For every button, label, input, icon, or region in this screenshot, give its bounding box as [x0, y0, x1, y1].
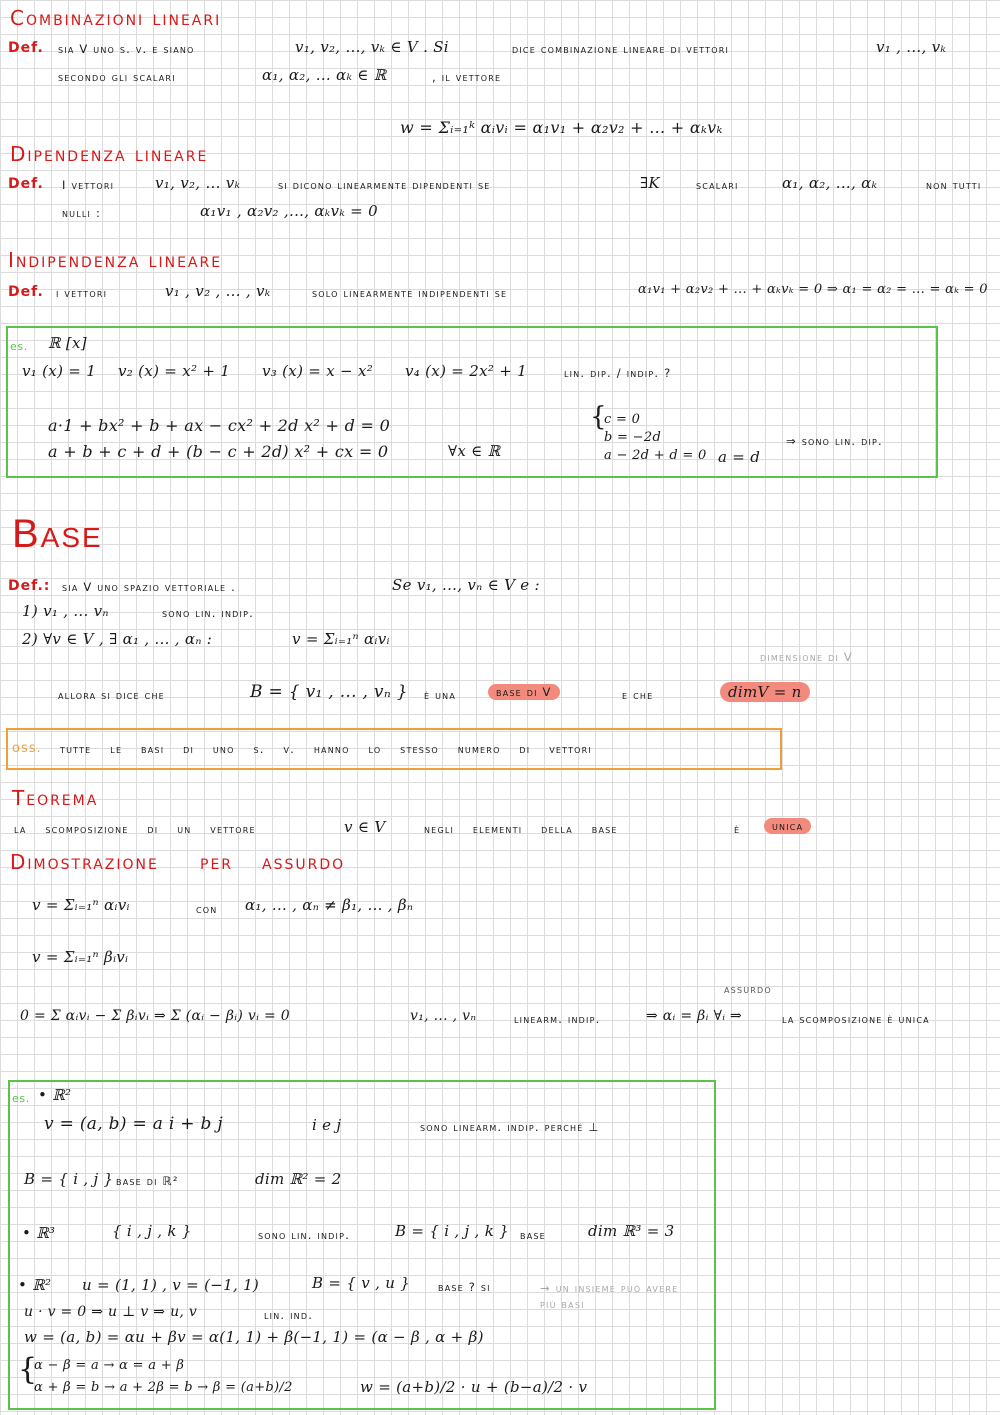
comb-line2: secondo gli scalari: [58, 70, 176, 84]
es2-ij-text: sono linearm. indip. perché ⊥: [420, 1120, 600, 1134]
indip-formula: α₁v₁ + α₂v₂ + ... + αₖvₖ = 0 ⇒ α₁ = α₂ = ... = αₖ = 0: [638, 282, 988, 297]
teo-text-2: negli elementi della base: [424, 822, 618, 836]
dimo-per: per: [200, 850, 234, 874]
es2-r2: • ℝ²: [38, 1086, 72, 1104]
base-set: B = { v₁ , ... , vₙ }: [250, 682, 408, 702]
comb-vectors-2: v₁ , ..., vₖ: [876, 38, 947, 56]
es1-sys-1: c = 0: [604, 412, 641, 427]
base-cond-2: 2) ∀v ∈ V , ∃ α₁ , ... , αₙ :: [22, 630, 213, 648]
dimo-line-1-math: α₁, ... , αₙ ≠ β₁, ... , βₙ: [245, 896, 414, 914]
es1-sys-3: a − 2d + d = 0: [604, 448, 707, 463]
base-e-una: è una: [424, 688, 457, 702]
es1-conclusion: ⇒ sono lin. dip.: [786, 434, 883, 448]
dimo-line-3-text: linearm. indip.: [514, 1012, 601, 1026]
unica-highlight: unica: [764, 818, 811, 834]
base-dim-note: dimensione di V: [760, 650, 853, 664]
es2-ijk: { i , j , k }: [112, 1222, 192, 1240]
dip-text: I vettori: [62, 178, 115, 192]
section-title-indipendenza: Indipendenza lineare: [8, 248, 223, 272]
teo-text: la scomposizione di un vettore: [14, 822, 256, 836]
es1-question: lin. dip. / indip. ?: [564, 366, 672, 380]
comb-formula: w = Σᵢ₌₁ᵏ αᵢvᵢ = α₁v₁ + α₂v₂ + ... + αₖvₖ: [400, 118, 723, 137]
base-cond-1: 1) v₁ , ... vₙ: [22, 602, 109, 620]
base-intro: sia V uno spazio vettoriale .: [62, 580, 237, 594]
teo-e: è: [734, 822, 741, 836]
es2-b1: B = { i , j }: [24, 1170, 114, 1188]
indip-text: i vettori: [56, 286, 108, 300]
es2-uv: u = (1, 1) , v = (−1, 1): [82, 1276, 260, 1294]
es2-r2b: • ℝ²: [18, 1276, 52, 1294]
dimo-assurdo: assurdo: [262, 850, 346, 874]
es2-dim3: dim ℝ³ = 3: [588, 1222, 675, 1240]
es2-sys-2: α + β = b → a + 2β = b → β = (a+b)/2: [34, 1380, 293, 1395]
def-label: Def.: [8, 176, 44, 192]
es1-v3: v₃ (x) = x − x²: [262, 362, 374, 380]
es2-w: w = (a, b) = αu + βv = α(1, 1) + β(−1, 1) = (α − β , α + β): [24, 1328, 484, 1346]
def-label: Def.: [8, 284, 44, 300]
dip-combination: α₁v₁ , α₂v₂ ,..., αₖvₖ = 0: [200, 202, 378, 220]
es1-solution: a = d: [718, 448, 761, 466]
dimo-line-2: v = Σᵢ₌₁ⁿ βᵢvᵢ: [32, 948, 129, 966]
def-label: Def.:: [8, 578, 51, 594]
teo-vector: v ∈ V: [344, 818, 386, 836]
dimo-line-3-text-2: la scomposizione è unica: [782, 1012, 930, 1026]
es1-v1: v₁ (x) = 1: [22, 362, 97, 380]
es2-w-final: w = (a+b)/2 · u + (b−a)/2 · v: [360, 1378, 588, 1396]
es2-base-q: base ? si: [438, 1280, 491, 1294]
dimo-line-3: 0 = Σ αᵢvᵢ − Σ βᵢvᵢ ⇒ Σ (αᵢ − βᵢ) vᵢ = 0: [20, 1008, 290, 1024]
dimo-line-3-concl: ⇒ αᵢ = βᵢ ∀ᵢ ⇒: [646, 1008, 743, 1024]
dim-highlight: dimV = n: [720, 682, 810, 702]
comb-def-text: sia V uno s. v. e siano: [58, 42, 195, 56]
es1-space: ℝ [x]: [48, 334, 87, 352]
dip-text-3: scalari: [696, 178, 739, 192]
es2-ij: i e j: [312, 1116, 342, 1134]
dimo-assurdo-note: assurdo: [724, 982, 772, 996]
comb-vectors: v₁, v₂, ..., vₖ ∈ V . Si: [295, 38, 449, 56]
section-title-teorema: Teorema: [12, 786, 99, 810]
comb-def-tail: dice combinazione lineare di vettori: [512, 42, 730, 56]
dimo-con: con: [196, 902, 218, 916]
es2-dim2: dim ℝ² = 2: [255, 1170, 342, 1188]
section-title-dipendenza: Dipendenza lineare: [10, 142, 209, 166]
es1-brace: {: [590, 402, 607, 432]
dip-line2: nulli :: [62, 206, 102, 220]
es1-eq1: a·1 + bx² + b + ax − cx² + 2d x² + d = 0: [48, 416, 391, 435]
es2-gray-note: → un insieme può avere più basi: [540, 1281, 679, 1311]
es2-ijk-text: sono lin. indip.: [258, 1228, 350, 1242]
base-highlight: base di V: [488, 684, 560, 700]
section-title-base: Base: [12, 512, 103, 556]
es2-dot: u · v = 0 ⇒ u ⊥ v ⇒ u, v: [24, 1304, 198, 1320]
es1-v2: v₂ (x) = x² + 1: [118, 362, 231, 380]
base-intro-math: Se v₁, ..., vₙ ∈ V e :: [392, 576, 540, 594]
section-title-combinazioni: Combinazioni lineari: [10, 6, 222, 30]
dip-text-2: si dicono linearmente dipendenti se: [278, 178, 491, 192]
es1-eq2: a + b + c + d + (b − c + 2d) x² + cx = 0: [48, 442, 389, 461]
indip-text-2: solo linearmente indipendenti se: [312, 286, 508, 300]
es1-forall: ∀x ∈ ℝ: [448, 442, 501, 460]
base-e-che: e che: [622, 688, 654, 702]
base-cond-2-math: v = Σᵢ₌₁ⁿ αᵢvᵢ: [292, 630, 390, 648]
comb-scalars: α₁, α₂, ... αₖ ∈ ℝ: [262, 66, 387, 84]
es1-v4: v₄ (x) = 2x² + 1: [405, 362, 527, 380]
dimo-line-3-vectors: v₁, ... , vₙ: [410, 1008, 477, 1024]
es2-b3: B = { i , j , k }: [395, 1222, 509, 1240]
es2-b1-text: base di ℝ²: [116, 1174, 179, 1188]
section-title-dimostrazione: Dimostrazione: [10, 850, 159, 874]
base-cond-1-tail: sono lin. indip.: [162, 606, 254, 620]
dip-scalars: α₁, α₂, ..., αₖ: [782, 174, 878, 192]
es2-v-eq: v = (a, b) = a i + b j: [44, 1114, 223, 1134]
oss-text: tutte le basi di uno s. v. hanno lo stesso numero di vettori: [60, 742, 592, 756]
example-label: es.: [12, 1092, 30, 1105]
es2-b-vu: B = { v , u }: [312, 1274, 411, 1292]
indip-vectors: v₁ , v₂ , ... , vₖ: [165, 282, 271, 300]
base-allora: allora si dice che: [58, 688, 165, 702]
dip-vectors: v₁, v₂, ... vₖ: [155, 174, 241, 192]
dimo-line-1: v = Σᵢ₌₁ⁿ αᵢvᵢ: [32, 896, 130, 914]
dip-text-4: non tutti: [926, 178, 982, 192]
es1-sys-2: b = −2d: [604, 430, 662, 445]
es2-sys-1: α − β = a → α = a + β: [34, 1358, 185, 1373]
es2-r3: • ℝ³: [22, 1224, 56, 1242]
es2-dot-text: lin. ind.: [264, 1308, 314, 1322]
dip-exists: ∃K: [640, 174, 660, 192]
es2-brace: {: [18, 1352, 38, 1387]
def-label: Def.: [8, 40, 44, 56]
comb-line2-tail: , il vettore: [432, 70, 502, 84]
oss-label: oss.: [12, 741, 42, 756]
example-label: es.: [10, 340, 28, 353]
es2-b3-text: base: [520, 1228, 546, 1242]
